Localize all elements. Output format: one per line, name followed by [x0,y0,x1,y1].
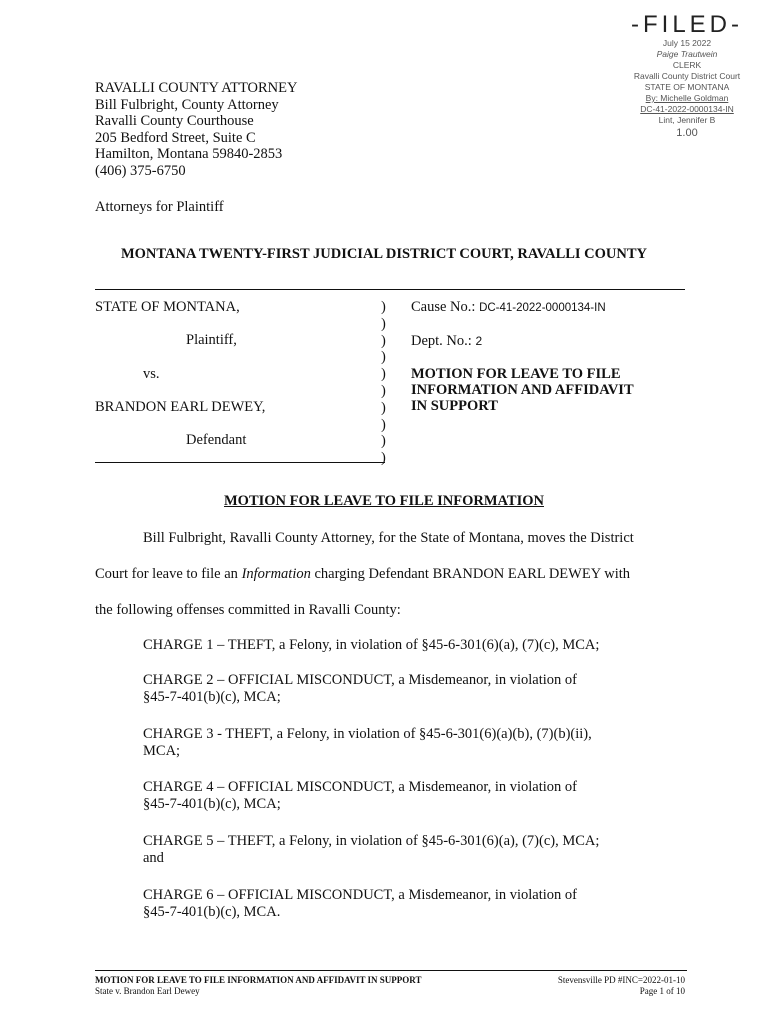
charge-text: MCA; [143,743,181,759]
motion-title-line: INFORMATION AND AFFIDAVIT [411,382,634,398]
clerk-name: Paige Trautwein [656,49,718,59]
charge-4 [143,779,683,813]
versus-label: vs. [143,366,160,382]
charge-6 [143,887,683,921]
court-title: MONTANA TWENTY-FIRST JUDICIAL DISTRICT COURT, RAVALLI COUNTY [120,246,648,262]
plaintiff-label: Plaintiff, [186,332,237,348]
charge-2 [143,672,683,706]
charge-1 [143,637,683,654]
stamp-state: STATE OF MONTANA [644,82,730,92]
dept-value: 2 [475,334,483,348]
attorney-name: Bill Fulbright, County Attorney [95,96,279,113]
caption-bottom-rule [95,462,385,463]
dept-label: Dept. No.: [411,333,472,349]
motion-title-line: IN SUPPORT [411,398,498,414]
body-line-1: Bill Fulbright, Ravalli County Attorney, for the State of Montana, moves the District [143,530,634,546]
charge-text: CHARGE 6 – OFFICIAL MISCONDUCT, a Misdemeanor, in violation of [143,887,577,903]
emphasis-term: Information [241,566,311,582]
charge-5 [143,833,683,867]
attorney-office: RAVALLI COUNTY ATTORNEY [95,80,298,96]
charge-text: §45-7-401(b)(c), MCA; [143,796,281,812]
caption-top-rule [95,289,685,290]
dept-number [411,333,482,349]
cause-label: Cause No.: [411,299,476,315]
charge-3 [143,726,683,760]
charge-text: §45-7-401(b)(c), MCA. [143,904,281,920]
attorney-phone: (406) 375-6750 [95,162,186,179]
footer-rule [95,970,687,971]
footer-page-number: Page 1 of 10 [639,986,685,996]
caption-parentheses: ) ) ) ) ) ) ) ) ) ) [381,299,386,467]
body-line-2 [95,566,685,583]
charge-text: CHARGE 3 - THEFT, a Felony, in violation of §45-6-301(6)(a)(b), (7)(b)(ii), [143,726,592,742]
attorney-block [95,80,297,179]
cause-number [411,299,606,316]
attorney-city: Hamilton, Montana 59840-2853 [95,146,283,162]
charge-text: and [143,850,164,866]
body-text: Court for leave to file an [95,566,242,582]
body-line-3: the following offenses committed in Ravalli County: [95,602,401,618]
charge-text: CHARGE 4 – OFFICIAL MISCONDUCT, a Misdemeanor, in violation of [143,779,577,795]
charge-text: CHARGE 2 – OFFICIAL MISCONDUCT, a Misdemeanor, in violation of [143,672,577,688]
charge-text: §45-7-401(b)(c), MCA; [143,689,281,705]
defendant-label: Defendant [186,432,247,448]
footer-agency: Stevensville PD #INC=2022-01-10 [557,975,685,985]
filed-date: July 15 2022 [662,38,712,48]
clerk-title: CLERK [672,60,702,70]
stamp-deputy: By: Michelle Goldman [645,93,729,103]
charge-text: CHARGE 5 – THEFT, a Felony, in violation of §45-6-301(6)(a), (7)(c), MCA; [143,833,600,849]
body-text: charging Defendant BRANDON EARL DEWEY with [310,566,631,582]
cause-value: DC-41-2022-0000134-IN [479,302,606,314]
filed-label: -FILED- [631,11,743,38]
attorney-building: Ravalli County Courthouse [95,113,254,129]
footer-title: MOTION FOR LEAVE TO FILE INFORMATION AND AFFIDAVIT IN SUPPORT [95,975,422,985]
attorney-street: 205 Bedford Street, Suite C [95,129,256,146]
stamp-court: Ravalli County District Court [633,71,741,81]
attorney-role: Attorneys for Plaintiff [95,199,224,215]
stamp-fee: 1.00 [676,127,698,139]
stamp-case-number: DC-41-2022-0000134-IN [640,104,734,114]
plaintiff-name: STATE OF MONTANA, [95,299,240,315]
defendant-name: BRANDON EARL DEWEY, [95,399,266,415]
motion-title [411,366,634,414]
section-heading: MOTION FOR LEAVE TO FILE INFORMATION [224,493,544,509]
motion-title-line: MOTION FOR LEAVE TO FILE [411,366,621,382]
charge-text: CHARGE 1 – THEFT, a Felony, in violation of §45-6-301(6)(a), (7)(c), MCA; [143,637,600,653]
stamp-judge: Lint, Jennifer B [658,115,716,125]
footer-case-name: State v. Brandon Earl Dewey [95,986,200,996]
filed-stamp [612,12,762,141]
